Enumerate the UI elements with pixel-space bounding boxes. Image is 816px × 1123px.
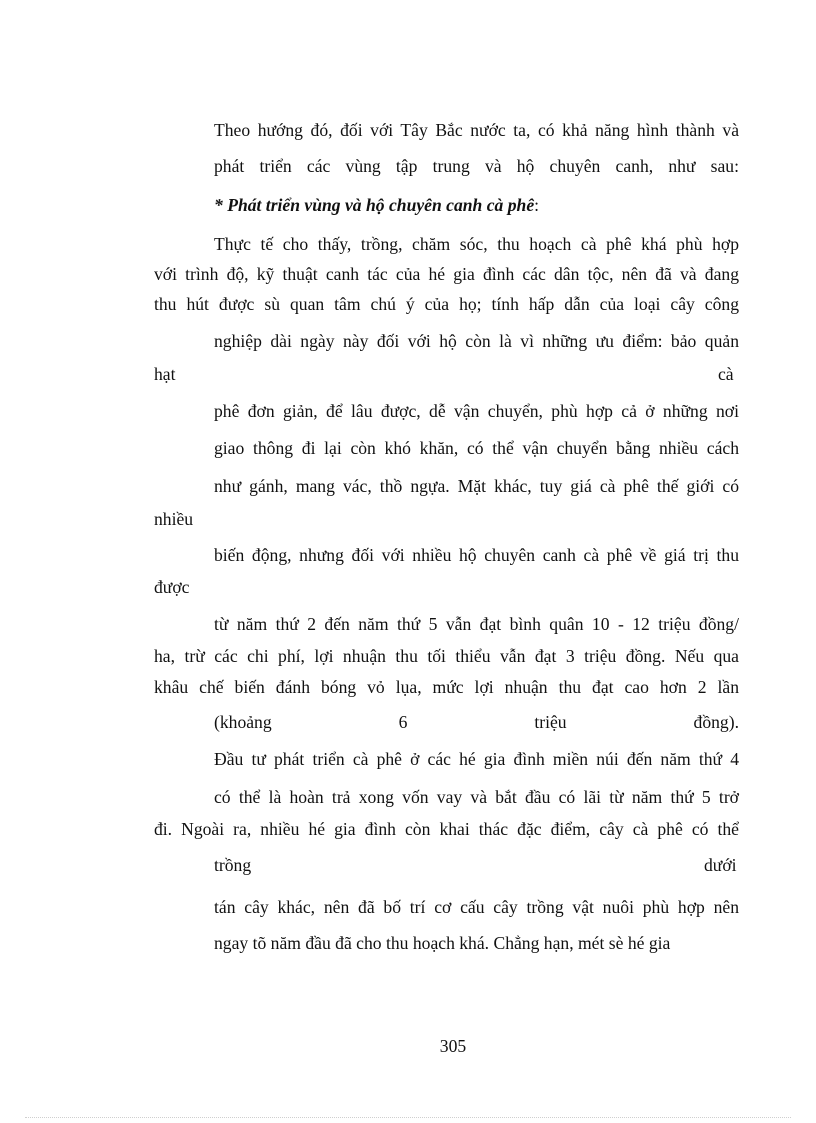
body-line-2: phát triển các vùng tập trung và hộ chuyên canh, như sau:: [214, 156, 739, 176]
body-line-21-left: trồng: [214, 855, 252, 875]
body-line-19: có thể là hoàn trả xong vốn vay và bắt đầu có lãi từ năm thứ 5 trở: [214, 787, 739, 807]
body-line-16: khâu chế biến đánh bóng vỏ lụa, mức lợi nhuận thu đạt cao hơn 2 lần: [154, 677, 739, 697]
body-line-8: phê đơn giản, để lâu được, dễ vận chuyển, phù hợp cả ở những nơi: [214, 401, 739, 421]
body-line-1: Theo hướng đó, đối với Tây Bắc nước ta, có khả năng hình thành và: [214, 120, 739, 140]
body-line-6: nghiệp dài ngày này đối với hộ còn là vì những ưu điểm: bảo quản: [214, 331, 739, 351]
body-line-22: tán cây khác, nên đã bố trí cơ cấu cây trồng vật nuôi phù hợp nên: [214, 897, 739, 917]
body-line-5: thu hút được sù quan tâm chú ý của họ; tính hấp dẫn của loại cây công: [154, 294, 739, 314]
body-line-10: như gánh, mang vác, thồ ngựa. Mặt khác, tuy giá cà phê thế giới có: [214, 476, 739, 496]
body-line-20: đi. Ngoài ra, nhiều hé gia đình còn khai thác đặc điểm, cây cà phê có thể: [154, 819, 739, 839]
section-heading-colon: :: [534, 195, 540, 215]
page-number: 305: [439, 1036, 467, 1056]
section-heading: [214, 193, 539, 217]
body-line-4: với trình độ, kỹ thuật canh tác của hé gia đình các dân tộc, nên đã và đang: [154, 264, 739, 284]
body-line-3: Thực tế cho thấy, trồng, chăm sóc, thu hoạch cà phê khá phù hợp: [214, 234, 739, 254]
body-line-18: Đầu tư phát triển cà phê ở các hé gia đình miền núi đến năm thứ 4: [214, 749, 739, 769]
body-line-13: được: [154, 577, 190, 597]
body-line-17: (khoảng 6 triệu đồng).: [214, 712, 739, 732]
section-heading-text: * Phát triển vùng và hộ chuyên canh cà phê: [214, 195, 535, 215]
body-line-23: ngay tõ năm đầu đã cho thu hoạch khá. Chẳng hạn, mét sè hé gia: [214, 933, 671, 953]
body-line-7-right: cà: [718, 364, 734, 384]
body-line-21-right: dưới: [704, 855, 737, 875]
body-line-12: biến động, nhưng đối với nhiều hộ chuyên canh cà phê về giá trị thu: [214, 545, 739, 565]
body-line-9: giao thông đi lại còn khó khăn, có thể vận chuyển bằng nhiều cách: [214, 438, 739, 458]
body-line-14: từ năm thứ 2 đến năm thứ 5 vẫn đạt bình quân 10 - 12 triệu đồng/: [214, 614, 739, 634]
body-line-15: ha, trừ các chi phí, lợi nhuận thu tối thiểu vẫn đạt 3 triệu đồng. Nếu qua: [154, 646, 739, 666]
body-line-11: nhiều: [154, 509, 194, 529]
page-divider: [25, 1117, 791, 1118]
body-line-7-left: hạt: [154, 364, 176, 384]
